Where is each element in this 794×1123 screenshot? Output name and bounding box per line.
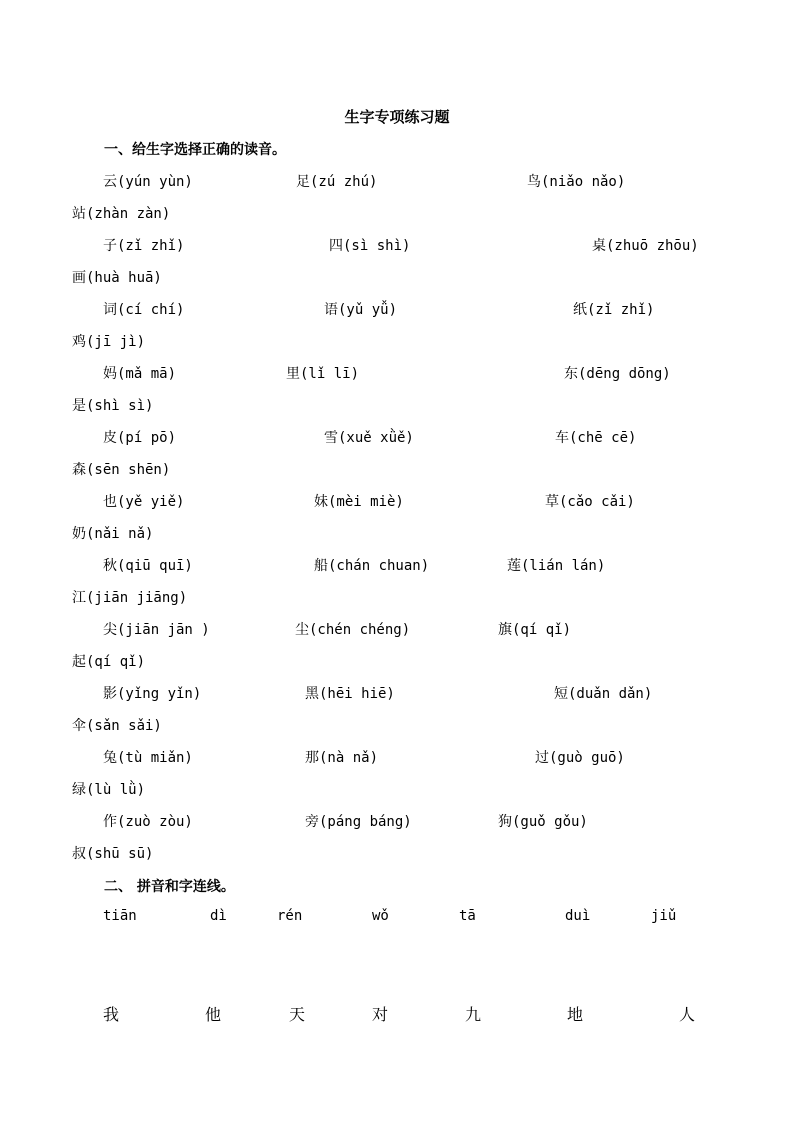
pinyin-options: (guǒ gǒu) (512, 814, 588, 830)
character: 那 (305, 750, 319, 766)
exercise-item (72, 524, 153, 544)
character: 狗 (498, 814, 512, 830)
character-option[interactable]: 天 (289, 1005, 306, 1024)
character: 云 (103, 174, 117, 190)
exercise-item (573, 300, 654, 320)
exercise-item (103, 556, 193, 576)
character: 鸡 (72, 334, 86, 350)
character: 叔 (72, 846, 86, 862)
character: 纸 (573, 302, 587, 318)
character: 伞 (72, 718, 86, 734)
character: 尖 (103, 622, 117, 638)
character: 四 (329, 238, 343, 254)
exercise-item (324, 428, 414, 448)
character: 皮 (103, 430, 117, 446)
pinyin-options: (shì sì) (86, 398, 154, 414)
exercise-item (314, 556, 429, 576)
character: 尘 (295, 622, 309, 638)
pinyin-options: (sēn shēn) (86, 462, 171, 478)
character: 秋 (103, 558, 117, 574)
section-1-heading: 一、给生字选择正确的读音。 (104, 142, 286, 158)
character: 奶 (72, 526, 86, 542)
exercise-item (103, 620, 210, 640)
pinyin-options: (zǐ zhǐ) (117, 238, 185, 254)
character-option[interactable]: 地 (567, 1005, 584, 1024)
exercise-item (305, 684, 395, 704)
exercise-item (103, 364, 176, 384)
pinyin-options: (lù lǜ) (86, 782, 146, 798)
pinyin-options: (dēng dōng) (578, 366, 671, 382)
character: 船 (314, 558, 328, 574)
character: 站 (72, 206, 86, 222)
exercise-item (72, 396, 153, 416)
pinyin-option[interactable]: rén (277, 908, 303, 924)
character: 妹 (314, 494, 328, 510)
pinyin-options: (yě yiě) (117, 494, 185, 510)
pinyin-options: (zǐ zhǐ) (587, 302, 655, 318)
pinyin-options: (lián lán) (521, 558, 606, 574)
exercise-item (103, 300, 184, 320)
exercise-item (296, 172, 377, 192)
pinyin-options: (zú zhú) (310, 174, 378, 190)
exercise-item (305, 748, 378, 768)
exercise-item (72, 780, 145, 800)
pinyin-options: (qí qǐ) (512, 622, 572, 638)
character: 起 (72, 654, 86, 670)
pinyin-option[interactable]: jiǔ (651, 908, 677, 924)
pinyin-option[interactable]: dì (210, 908, 227, 924)
character: 也 (103, 494, 117, 510)
pinyin-options: (chán chuan) (328, 558, 430, 574)
character: 森 (72, 462, 86, 478)
pinyin-options: (zhàn zàn) (86, 206, 171, 222)
exercise-item (103, 172, 193, 192)
pinyin-options: (jiān jiāng) (86, 590, 188, 606)
exercise-item (535, 748, 625, 768)
pinyin-options: (qiū quī) (117, 558, 193, 574)
pinyin-options: (duǎn dǎn) (568, 686, 653, 702)
pinyin-options: (tù miǎn) (117, 750, 193, 766)
exercise-item (72, 268, 162, 288)
exercise-item (554, 684, 652, 704)
exercise-item (324, 300, 397, 320)
exercise-item (305, 812, 412, 832)
character: 绿 (72, 782, 86, 798)
character-option[interactable]: 人 (679, 1005, 696, 1024)
pinyin-options: (jiān jān ) (117, 622, 210, 638)
exercise-item (72, 652, 145, 672)
character: 妈 (103, 366, 117, 382)
character: 桌 (592, 238, 606, 254)
exercise-item (103, 748, 193, 768)
pinyin-options: (hēi hiē) (319, 686, 395, 702)
character-option[interactable]: 他 (205, 1005, 222, 1024)
pinyin-options: (sǎn sǎi) (86, 718, 162, 734)
character: 子 (103, 238, 117, 254)
pinyin-options: (chē cē) (569, 430, 637, 446)
character: 足 (296, 174, 310, 190)
character: 东 (564, 366, 578, 382)
character: 兔 (103, 750, 117, 766)
page-title: 生字专项练习题 (344, 108, 450, 126)
pinyin-options: (nà nǎ) (319, 750, 379, 766)
pinyin-option[interactable]: tā (459, 908, 476, 924)
exercise-item (103, 428, 176, 448)
character: 黑 (305, 686, 319, 702)
section-2-heading: 二、 拼音和字连线。 (104, 879, 235, 895)
exercise-item (545, 492, 635, 512)
exercise-item (72, 844, 153, 864)
character: 画 (72, 270, 86, 286)
exercise-item (507, 556, 605, 576)
exercise-item (498, 620, 571, 640)
exercise-item (72, 716, 162, 736)
pinyin-options: (shū sū) (86, 846, 154, 862)
pinyin-options: (pí pō) (117, 430, 177, 446)
character: 鸟 (527, 174, 541, 190)
character: 莲 (507, 558, 521, 574)
character: 旁 (305, 814, 319, 830)
character: 是 (72, 398, 86, 414)
exercise-item (286, 364, 359, 384)
exercise-item (555, 428, 636, 448)
exercise-item (314, 492, 404, 512)
pinyin-options: (páng báng) (319, 814, 412, 830)
pinyin-options: (qí qǐ) (86, 654, 146, 670)
character: 短 (554, 686, 568, 702)
pinyin-options: (mǎ mā) (117, 366, 177, 382)
pinyin-options: (guò guō) (549, 750, 625, 766)
pinyin-options: (zuò zòu) (117, 814, 193, 830)
character: 里 (286, 366, 300, 382)
exercise-item (564, 364, 671, 384)
exercise-item (72, 588, 187, 608)
pinyin-options: (cí chí) (117, 302, 185, 318)
character-option[interactable]: 对 (372, 1005, 389, 1024)
character: 旗 (498, 622, 512, 638)
exercise-item (103, 812, 193, 832)
exercise-item (103, 236, 184, 256)
exercise-item (103, 492, 184, 512)
pinyin-options: (nǎi nǎ) (86, 526, 154, 542)
exercise-item (72, 204, 170, 224)
character: 过 (535, 750, 549, 766)
pinyin-options: (lǐ lī) (300, 366, 360, 382)
character: 草 (545, 494, 559, 510)
pinyin-options: (yǐng yǐn) (117, 686, 202, 702)
exercise-item (498, 812, 588, 832)
pinyin-option[interactable]: duì (565, 908, 591, 924)
pinyin-option[interactable]: wǒ (372, 908, 389, 924)
pinyin-options: (cǎo cǎi) (559, 494, 635, 510)
character: 江 (72, 590, 86, 606)
character: 影 (103, 686, 117, 702)
pinyin-options: (jī jì) (86, 334, 146, 350)
exercise-item (527, 172, 625, 192)
exercise-item (592, 236, 699, 256)
character: 车 (555, 430, 569, 446)
pinyin-options: (zhuō zhōu) (606, 238, 699, 254)
exercise-item (295, 620, 410, 640)
character: 作 (103, 814, 117, 830)
character-option[interactable]: 九 (465, 1005, 482, 1024)
character: 雪 (324, 430, 338, 446)
pinyin-options: (yún yùn) (117, 174, 193, 190)
pinyin-options: (yǔ yǚ) (338, 302, 398, 318)
exercise-item (329, 236, 410, 256)
exercise-item (103, 684, 201, 704)
pinyin-options: (mèi miè) (328, 494, 404, 510)
exercise-item (72, 460, 170, 480)
exercise-item (72, 332, 145, 352)
pinyin-options: (xuě xǜě) (338, 430, 414, 446)
pinyin-option[interactable]: tiān (103, 908, 137, 924)
character: 词 (103, 302, 117, 318)
pinyin-options: (niǎo nǎo) (541, 174, 626, 190)
character: 语 (324, 302, 338, 318)
pinyin-options: (sì shì) (343, 238, 411, 254)
pinyin-options: (chén chéng) (309, 622, 411, 638)
pinyin-options: (huà huā) (86, 270, 162, 286)
character-option[interactable]: 我 (103, 1005, 120, 1024)
